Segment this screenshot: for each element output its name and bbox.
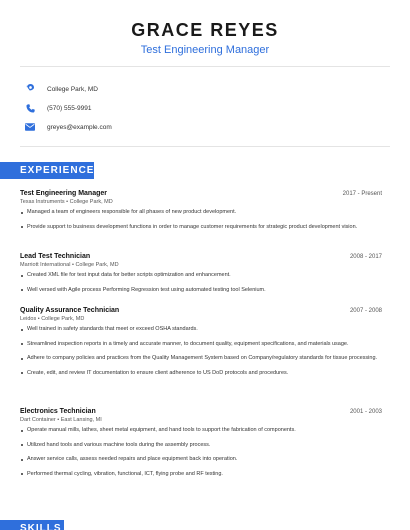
section-experience-heading: EXPERIENCE [0, 162, 94, 179]
header-divider [20, 66, 390, 67]
job-entry [20, 408, 382, 485]
company-location: College Park, MD [69, 199, 113, 205]
job-dates: 2007 - 2008 [349, 308, 382, 314]
contact-phone [20, 99, 390, 117]
job-company: Leidos • College Park, MD [20, 316, 85, 322]
list-item: Created XML file for test input data for better scripts optimization and enhancement. [20, 272, 382, 280]
email-text[interactable]: greyes@example.com [47, 123, 112, 131]
list-item: Provide support to business development functions in order to manage customer requirements for strategic product development vision. [20, 224, 382, 232]
company-name: Marriott International [20, 262, 71, 268]
job-company: Texas Instruments • College Park, MD [20, 199, 113, 205]
job-title: Lead Test Technician [20, 253, 91, 260]
job-title: Electronics Technician [20, 408, 96, 415]
phone-text[interactable]: (570) 555-9991 [47, 104, 92, 112]
company-location: College Park, MD [75, 262, 119, 268]
job-dates: 2008 - 2017 [349, 254, 382, 260]
job-company: Dart Container • East Lansing, MI [20, 417, 102, 423]
job-bullets [20, 272, 382, 294]
section-skills-heading: SKILLS [0, 520, 64, 530]
job-company: Marriott International • College Park, MD [20, 262, 119, 268]
job-bullets [20, 427, 382, 478]
company-name: Texas Instruments [20, 199, 65, 205]
job-title: Test Engineering Manager [20, 190, 107, 197]
job-title: Quality Assurance Technician [20, 307, 120, 314]
list-item: Performed thermal cycling, vibration, functional, ICT, flying probe and RF testing. [20, 471, 382, 479]
company-name: Dart Container [20, 417, 56, 423]
job-entry [20, 190, 382, 238]
job-entry [20, 307, 382, 384]
contact-block [20, 80, 390, 136]
company-location: College Park, MD [41, 316, 85, 322]
job-entry [20, 253, 382, 301]
list-item: Managed a team of engineers responsible for all phases of new product development. [20, 209, 382, 217]
job-bullets [20, 326, 382, 377]
list-item: Streamlined inspection reports in a timely and accurate manner, to document quality, equipment specifications, and materials usage. [20, 341, 382, 349]
job-dates: 2017 - Present [342, 191, 382, 197]
company-name: Leidos [20, 316, 37, 322]
list-item: Operate manual mills, lathes, sheet metal equipment, and hand tools to support the fabrication of components. [20, 427, 382, 435]
list-item: Create, edit, and review IT documentation to ensure client adherence to US DoD protocols and procedures. [20, 370, 382, 378]
contact-divider [20, 146, 390, 147]
resume-header [0, 0, 410, 57]
list-item: Answer service calls, assess needed repairs and place equipment back into operation. [20, 456, 382, 464]
list-item: Well versed with Agile process Performing Regression test using automated testing tool Selenium. [20, 287, 382, 295]
job-dates: 2001 - 2003 [349, 409, 382, 415]
map-pin-icon [23, 82, 37, 96]
contact-email [20, 118, 390, 136]
phone-icon [23, 101, 37, 115]
envelope-icon [23, 120, 37, 134]
job-bullets [20, 209, 382, 231]
contact-location [20, 80, 390, 98]
candidate-role: Test Engineering Manager [140, 44, 270, 56]
location-text: College Park, MD [47, 85, 98, 93]
candidate-name: GRACE REYES [131, 20, 279, 40]
company-location: East Lansing, MI [60, 417, 102, 423]
list-item: Utilized hand tools and various machine tools during the assembly process. [20, 442, 382, 450]
list-item: Adhere to company policies and practices from the Quality Management System based on Company/regulatory standards for tissue processing. [20, 355, 382, 363]
list-item: Well trained in safety standards that meet or exceed OSHA standards. [20, 326, 382, 334]
